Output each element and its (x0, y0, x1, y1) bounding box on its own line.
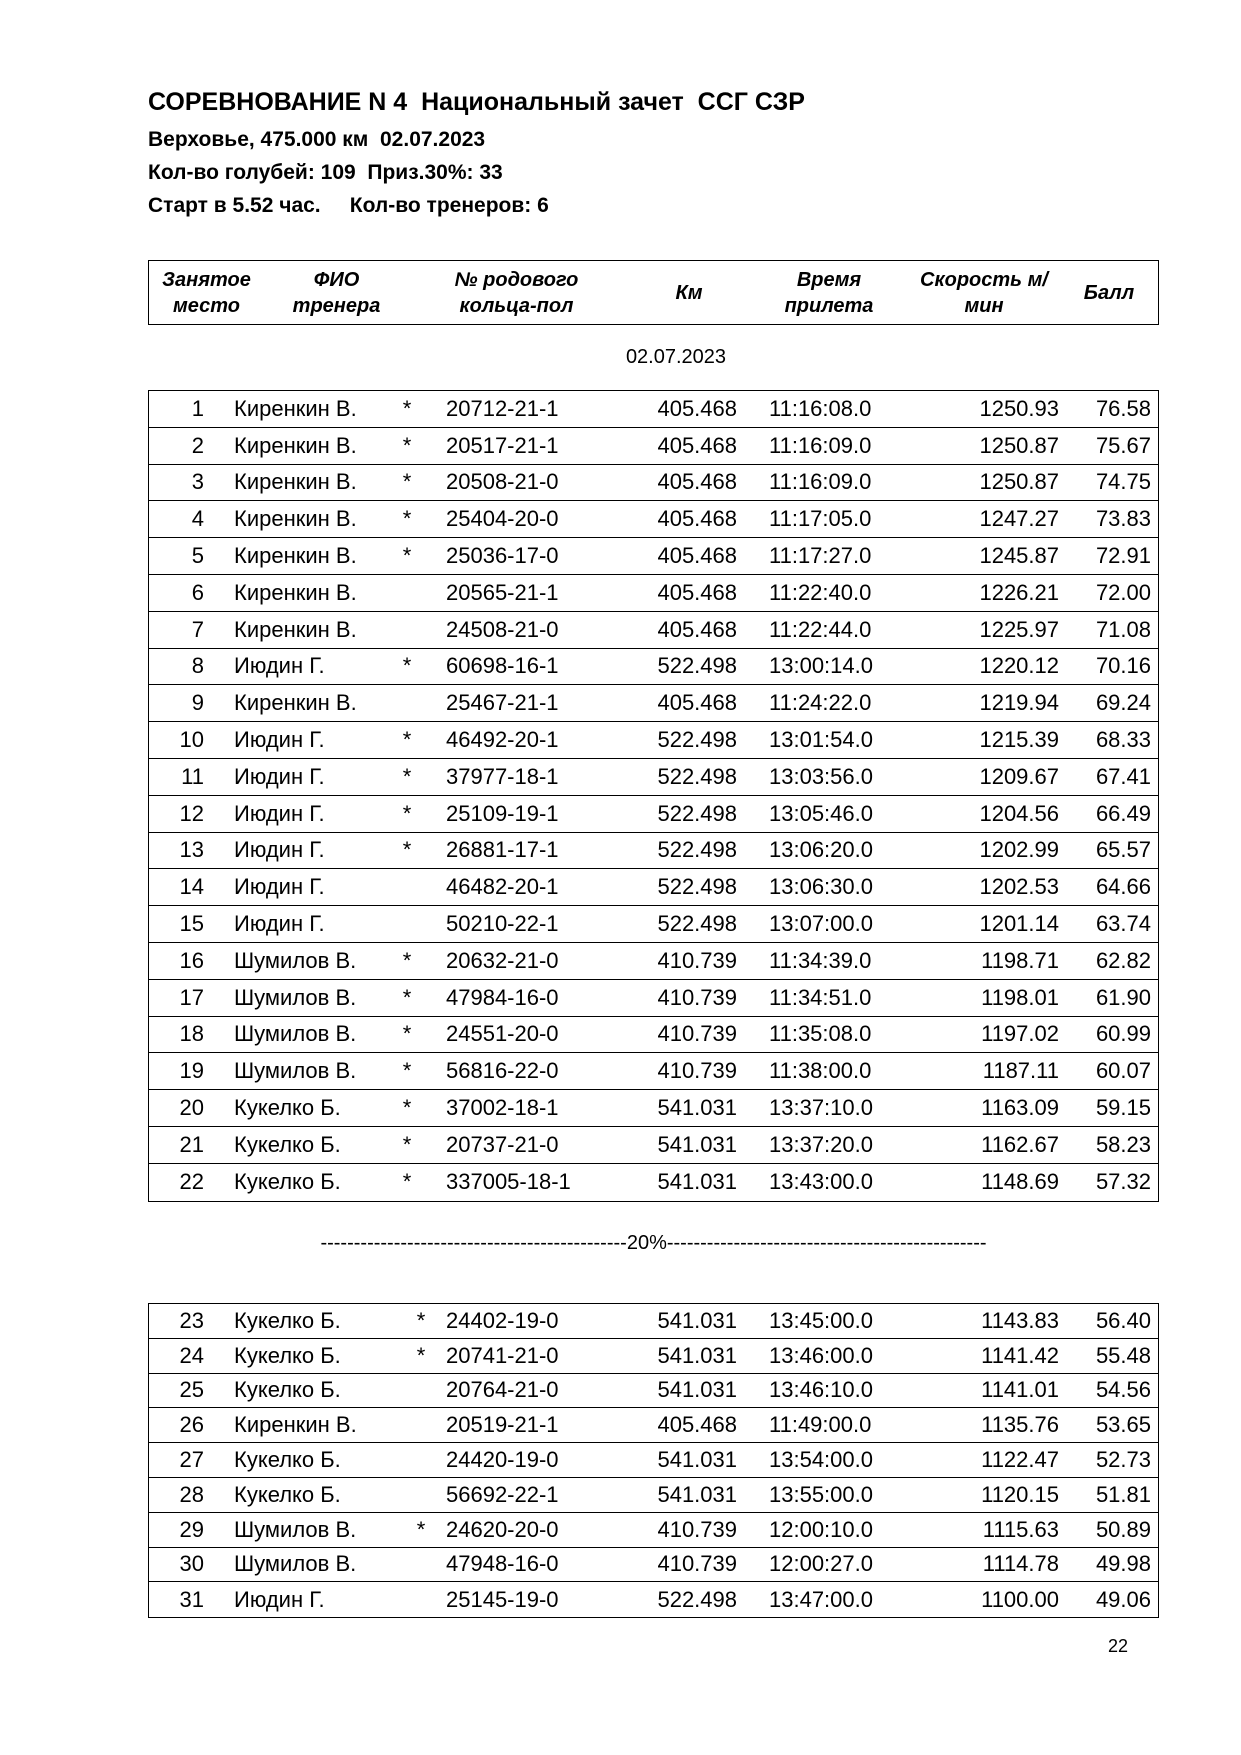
row-speed: 1198.01 (981, 984, 1059, 1010)
row-place: 31 (179, 1586, 204, 1612)
table-row (149, 943, 1158, 980)
row-score: 50.89 (1095, 1516, 1151, 1542)
row-ring: 20517-21-1 (446, 432, 559, 458)
prize-separator: ----------------------------------------------20%------------------------------------------------ (320, 1232, 987, 1254)
row-time: 11:34:39.0 (769, 947, 872, 973)
row-place: 5 (191, 543, 204, 569)
row-time: 13:05:46.0 (769, 800, 873, 826)
row-ring: 20565-21-1 (446, 579, 559, 605)
row-ring: 24508-21-0 (446, 616, 559, 642)
row-trainer: Киренкин В. (234, 616, 357, 642)
row-score: 71.08 (1095, 616, 1151, 642)
row-speed: 1143.83 (981, 1307, 1059, 1333)
row-marker (401, 1374, 441, 1408)
page-number: 22 (1108, 1636, 1129, 1656)
row-speed: 1225.97 (979, 616, 1059, 642)
row-km: 405.468 (657, 506, 737, 532)
row-marker: * (402, 1058, 412, 1084)
row-time: 11:16:08.0 (769, 395, 872, 421)
table-header (148, 260, 1159, 325)
row-time: 11:49:00.0 (769, 1412, 872, 1438)
table-row (149, 1127, 1158, 1164)
row-marker: * (416, 1342, 426, 1368)
row-km: 522.498 (657, 874, 737, 900)
table-row (149, 1374, 1158, 1409)
row-trainer: Киренкин В. (234, 1412, 357, 1438)
row-time: 11:17:27.0 (769, 543, 872, 569)
table-row (149, 538, 1158, 575)
row-marker: * (402, 653, 412, 679)
table-row (149, 833, 1158, 870)
row-place: 29 (179, 1516, 204, 1542)
row-speed: 1198.71 (981, 947, 1059, 973)
table-row (149, 1304, 1158, 1339)
row-score: 69.24 (1095, 690, 1151, 716)
row-score: 61.90 (1095, 984, 1151, 1010)
row-ring: 47984-16-0 (446, 984, 559, 1010)
table-row (149, 1408, 1158, 1443)
col-header-speed: Скорость м/мин (920, 268, 1048, 317)
row-speed: 1120.15 (981, 1481, 1059, 1507)
row-km: 522.498 (657, 800, 737, 826)
row-score: 72.00 (1095, 579, 1151, 605)
row-marker: * (402, 1169, 412, 1195)
row-speed: 1250.87 (979, 432, 1059, 458)
row-ring: 24420-19-0 (446, 1447, 559, 1473)
row-speed: 1162.67 (981, 1131, 1059, 1157)
row-place: 24 (179, 1342, 204, 1368)
row-km: 405.468 (657, 616, 737, 642)
row-ring: 24620-20-0 (446, 1516, 559, 1542)
table-row (149, 1339, 1158, 1374)
row-marker: * (402, 837, 412, 863)
row-speed: 1141.42 (981, 1342, 1059, 1368)
row-marker: * (402, 800, 412, 826)
row-marker: * (402, 543, 412, 569)
row-trainer: Июдин Г. (234, 837, 325, 863)
row-score: 67.41 (1095, 763, 1151, 789)
row-speed: 1250.93 (979, 395, 1059, 421)
row-ring: 20632-21-0 (446, 947, 559, 973)
row-ring: 25109-19-1 (446, 800, 559, 826)
row-km: 522.498 (657, 653, 737, 679)
row-time: 11:35:08.0 (769, 1021, 872, 1047)
row-trainer: Кукелко Б. (234, 1377, 341, 1403)
row-score: 52.73 (1095, 1447, 1151, 1473)
row-marker: * (416, 1307, 426, 1333)
row-speed: 1250.87 (979, 469, 1059, 495)
row-km: 405.468 (657, 543, 737, 569)
row-speed: 1245.87 (979, 543, 1059, 569)
row-score: 74.75 (1095, 469, 1151, 495)
row-place: 11 (181, 763, 204, 789)
row-km: 405.468 (657, 395, 737, 421)
row-time: 11:22:44.0 (769, 616, 872, 642)
row-score: 59.15 (1095, 1095, 1151, 1121)
row-ring: 50210-22-1 (446, 911, 559, 937)
row-place: 9 (191, 690, 204, 716)
row-score: 60.99 (1095, 1021, 1151, 1047)
row-trainer: Шумилов В. (234, 1516, 357, 1542)
row-marker: * (402, 727, 412, 753)
row-place: 20 (179, 1095, 204, 1121)
row-marker: * (402, 1021, 412, 1047)
row-speed: 1202.99 (979, 837, 1059, 863)
row-speed: 1226.21 (979, 579, 1059, 605)
row-time: 13:07:00.0 (769, 911, 873, 937)
row-place: 17 (179, 984, 204, 1010)
row-km: 522.498 (657, 837, 737, 863)
row-score: 55.48 (1095, 1342, 1151, 1368)
row-ring: 25145-19-0 (446, 1586, 559, 1612)
row-place: 7 (191, 616, 204, 642)
row-time: 13:47:00.0 (769, 1586, 873, 1612)
row-trainer: Июдин Г. (234, 874, 325, 900)
row-time: 13:45:00.0 (769, 1307, 873, 1333)
row-place: 13 (179, 837, 204, 863)
table-row (149, 501, 1158, 538)
row-score: 64.66 (1095, 874, 1151, 900)
row-score: 56.40 (1095, 1307, 1151, 1333)
col-header-place: Занятое место (162, 268, 251, 317)
row-ring: 20741-21-0 (446, 1342, 559, 1368)
row-place: 15 (179, 911, 204, 937)
row-km: 522.498 (657, 727, 737, 753)
row-time: 13:43:00.0 (769, 1169, 873, 1195)
row-marker (387, 685, 427, 721)
row-ring: 56692-22-1 (446, 1481, 559, 1507)
row-trainer: Шумилов В. (234, 1021, 357, 1047)
row-speed: 1209.67 (979, 763, 1059, 789)
table-row (149, 796, 1158, 833)
row-marker (401, 1443, 441, 1477)
row-time: 12:00:10.0 (769, 1516, 873, 1542)
row-speed: 1201.14 (979, 911, 1059, 937)
table-row (149, 1582, 1158, 1617)
row-score: 51.81 (1095, 1481, 1151, 1507)
row-km: 410.739 (657, 1021, 737, 1047)
row-trainer: Кукелко Б. (234, 1481, 341, 1507)
row-time: 13:06:20.0 (769, 837, 873, 863)
row-speed: 1187.11 (982, 1058, 1059, 1084)
race-pigeon-count: Кол-во голубей: 109 Приз.30%: 33 (148, 161, 503, 184)
row-speed: 1122.47 (981, 1447, 1059, 1473)
row-score: 65.57 (1095, 837, 1151, 863)
row-trainer: Июдин Г. (234, 763, 325, 789)
row-place: 6 (191, 579, 204, 605)
row-speed: 1135.76 (981, 1412, 1059, 1438)
row-time: 13:00:14.0 (769, 653, 873, 679)
row-place: 2 (191, 432, 204, 458)
row-marker (387, 869, 427, 905)
row-place: 18 (179, 1021, 204, 1047)
row-trainer: Киренкин В. (234, 690, 357, 716)
race-location-date: Верховье, 475.000 км 02.07.2023 (148, 128, 486, 151)
row-km: 410.739 (657, 984, 737, 1010)
table-row (149, 428, 1158, 465)
row-ring: 37977-18-1 (446, 763, 559, 789)
row-place: 25 (179, 1377, 204, 1403)
row-score: 66.49 (1095, 800, 1151, 826)
row-score: 63.74 (1095, 911, 1151, 937)
row-speed: 1114.78 (982, 1551, 1059, 1577)
row-trainer: Июдин Г. (234, 1586, 325, 1612)
row-time: 11:17:05.0 (769, 506, 872, 532)
row-trainer: Шумилов В. (234, 984, 357, 1010)
row-score: 49.06 (1095, 1586, 1151, 1612)
row-time: 13:46:00.0 (769, 1342, 873, 1368)
row-place: 10 (179, 727, 204, 753)
row-marker: * (402, 395, 412, 421)
row-place: 19 (179, 1058, 204, 1084)
row-marker (401, 1478, 441, 1512)
row-time: 13:06:30.0 (769, 874, 873, 900)
row-speed: 1197.02 (981, 1021, 1059, 1047)
row-km: 405.468 (657, 1412, 737, 1438)
row-ring: 46482-20-1 (446, 874, 559, 900)
row-ring: 24402-19-0 (446, 1307, 559, 1333)
row-ring: 25467-21-1 (446, 690, 559, 716)
row-speed: 1148.69 (981, 1169, 1059, 1195)
row-speed: 1215.39 (979, 727, 1059, 753)
row-km: 522.498 (657, 1586, 737, 1612)
col-header-km: Км (675, 281, 703, 304)
row-ring: 25404-20-0 (446, 506, 559, 532)
row-trainer: Июдин Г. (234, 653, 325, 679)
table-row (149, 869, 1158, 906)
row-marker: * (402, 469, 412, 495)
row-time: 13:03:56.0 (769, 763, 873, 789)
row-km: 541.031 (657, 1481, 737, 1507)
row-trainer: Кукелко Б. (234, 1307, 341, 1333)
row-ring: 20712-21-1 (446, 395, 559, 421)
row-time: 13:46:10.0 (769, 1377, 873, 1403)
row-score: 62.82 (1095, 947, 1151, 973)
row-km: 541.031 (657, 1342, 737, 1368)
row-speed: 1202.53 (979, 874, 1059, 900)
row-km: 405.468 (657, 469, 737, 495)
col-header-trainer: ФИО тренера (292, 268, 381, 317)
col-header-ring: № родового кольца-пол (454, 268, 579, 317)
row-marker (401, 1582, 441, 1617)
row-trainer: Кукелко Б. (234, 1169, 341, 1195)
table-row (149, 906, 1158, 943)
table-row (149, 1548, 1158, 1583)
table-row (149, 1443, 1158, 1478)
row-marker: * (402, 432, 412, 458)
row-trainer: Шумилов В. (234, 1551, 357, 1577)
row-score: 60.07 (1095, 1058, 1151, 1084)
row-km: 541.031 (657, 1377, 737, 1403)
row-trainer: Шумилов В. (234, 947, 357, 973)
row-trainer: Июдин Г. (234, 727, 325, 753)
row-ring: 20508-21-0 (446, 469, 559, 495)
table-row (149, 759, 1158, 796)
table-row (149, 1017, 1158, 1054)
row-marker: * (416, 1516, 426, 1542)
row-trainer: Киренкин В. (234, 579, 357, 605)
row-km: 410.739 (657, 1551, 737, 1577)
row-trainer: Июдин Г. (234, 800, 325, 826)
row-km: 405.468 (657, 432, 737, 458)
row-score: 68.33 (1095, 727, 1151, 753)
row-trainer: Шумилов В. (234, 1058, 357, 1084)
row-marker: * (402, 763, 412, 789)
row-speed: 1100.00 (981, 1586, 1059, 1612)
row-score: 72.91 (1095, 543, 1151, 569)
row-score: 54.56 (1095, 1377, 1151, 1403)
row-km: 541.031 (657, 1447, 737, 1473)
row-score: 75.67 (1095, 432, 1151, 458)
row-place: 22 (179, 1169, 204, 1195)
table-row (149, 1090, 1158, 1127)
row-trainer: Киренкин В. (234, 506, 357, 532)
row-marker (387, 612, 427, 648)
table-row (149, 391, 1158, 428)
row-km: 405.468 (657, 579, 737, 605)
row-speed: 1163.09 (981, 1095, 1059, 1121)
row-marker (387, 906, 427, 942)
row-speed: 1115.63 (982, 1516, 1059, 1542)
results-table-bottom (148, 1303, 1159, 1618)
row-km: 541.031 (657, 1169, 737, 1195)
row-km: 522.498 (657, 763, 737, 789)
col-header-time: Время прилета (784, 268, 874, 317)
row-time: 11:16:09.0 (769, 432, 872, 458)
row-trainer: Киренкин В. (234, 469, 357, 495)
row-time: 13:37:20.0 (769, 1131, 873, 1157)
row-place: 8 (191, 653, 204, 679)
row-score: 49.98 (1095, 1551, 1151, 1577)
row-score: 57.32 (1095, 1169, 1151, 1195)
row-time: 13:37:10.0 (769, 1095, 873, 1121)
table-row (149, 575, 1158, 612)
row-speed: 1204.56 (979, 800, 1059, 826)
row-ring: 24551-20-0 (446, 1021, 559, 1047)
row-km: 410.739 (657, 947, 737, 973)
row-place: 3 (191, 469, 204, 495)
table-row (149, 1053, 1158, 1090)
row-place: 21 (179, 1131, 204, 1157)
row-ring: 20519-21-1 (446, 1412, 559, 1438)
row-trainer: Июдин Г. (234, 911, 325, 937)
row-marker: * (402, 506, 412, 532)
table-row (149, 722, 1158, 759)
row-place: 27 (179, 1447, 204, 1473)
row-km: 410.739 (657, 1516, 737, 1542)
table-row (149, 465, 1158, 502)
table-row (149, 649, 1158, 686)
row-place: 30 (179, 1551, 204, 1577)
row-score: 73.83 (1095, 506, 1151, 532)
row-speed: 1247.27 (979, 506, 1059, 532)
row-time: 13:55:00.0 (769, 1481, 873, 1507)
row-time: 11:16:09.0 (769, 469, 872, 495)
table-row (149, 1513, 1158, 1548)
row-marker: * (402, 984, 412, 1010)
row-place: 28 (179, 1481, 204, 1507)
row-ring: 37002-18-1 (446, 1095, 559, 1121)
row-speed: 1219.94 (979, 690, 1059, 716)
row-place: 14 (179, 874, 204, 900)
row-time: 11:24:22.0 (769, 690, 872, 716)
row-time: 13:01:54.0 (769, 727, 873, 753)
row-place: 12 (179, 800, 204, 826)
row-score: 70.16 (1095, 653, 1151, 679)
row-ring: 20764-21-0 (446, 1377, 559, 1403)
row-marker (387, 575, 427, 611)
row-ring: 56816-22-0 (446, 1058, 559, 1084)
row-marker (401, 1408, 441, 1442)
row-km: 522.498 (657, 911, 737, 937)
row-km: 541.031 (657, 1095, 737, 1121)
row-time: 13:54:00.0 (769, 1447, 873, 1473)
row-score: 53.65 (1095, 1412, 1151, 1438)
row-ring: 46492-20-1 (446, 727, 559, 753)
row-trainer: Киренкин В. (234, 395, 357, 421)
row-speed: 1220.12 (979, 653, 1059, 679)
row-km: 410.739 (657, 1058, 737, 1084)
row-marker: * (402, 1095, 412, 1121)
row-place: 1 (191, 395, 204, 421)
row-place: 23 (179, 1307, 204, 1333)
row-marker: * (402, 947, 412, 973)
row-time: 11:22:40.0 (769, 579, 872, 605)
row-speed: 1141.01 (981, 1377, 1059, 1403)
table-row (149, 685, 1158, 722)
col-header-score: Балл (1083, 281, 1135, 304)
row-ring: 25036-17-0 (446, 543, 559, 569)
row-ring: 337005-18-1 (446, 1169, 571, 1195)
table-row (149, 612, 1158, 649)
row-trainer: Киренкин В. (234, 432, 357, 458)
row-ring: 60698-16-1 (446, 653, 559, 679)
row-trainer: Кукелко Б. (234, 1342, 341, 1368)
page-title: СОРЕВНОВАНИЕ N 4 Национальный зачет ССГ СЗР (148, 88, 805, 116)
row-ring: 20737-21-0 (446, 1131, 559, 1157)
row-km: 541.031 (657, 1131, 737, 1157)
row-trainer: Киренкин В. (234, 543, 357, 569)
row-place: 16 (179, 947, 204, 973)
row-marker (401, 1548, 441, 1582)
row-time: 11:38:00.0 (769, 1058, 872, 1084)
row-trainer: Кукелко Б. (234, 1095, 341, 1121)
row-ring: 47948-16-0 (446, 1551, 559, 1577)
row-km: 541.031 (657, 1307, 737, 1333)
row-trainer: Кукелко Б. (234, 1447, 341, 1473)
row-score: 76.58 (1095, 395, 1151, 421)
row-marker: * (402, 1131, 412, 1157)
table-row (149, 1164, 1158, 1201)
row-score: 58.23 (1095, 1131, 1151, 1157)
results-table-top (148, 390, 1159, 1202)
row-place: 26 (179, 1412, 204, 1438)
row-time: 12:00:27.0 (769, 1551, 873, 1577)
row-trainer: Кукелко Б. (234, 1131, 341, 1157)
results-date: 02.07.2023 (625, 346, 727, 368)
race-start-info: Старт в 5.52 час. Кол-во тренеров: 6 (148, 194, 549, 217)
row-km: 405.468 (657, 690, 737, 716)
table-row (149, 980, 1158, 1017)
row-ring: 26881-17-1 (446, 837, 559, 863)
table-row (149, 1478, 1158, 1513)
row-place: 4 (191, 506, 204, 532)
row-time: 11:34:51.0 (769, 984, 872, 1010)
